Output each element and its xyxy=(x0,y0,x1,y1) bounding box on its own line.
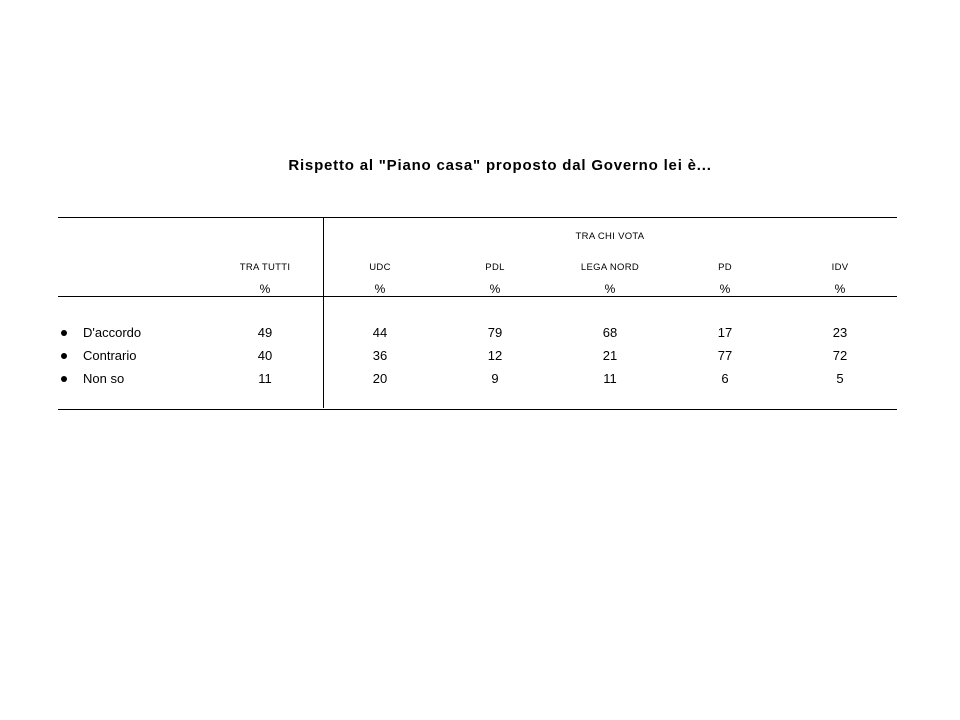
slide-title: Rispetto al "Piano casa" proposto dal Governo lei è... xyxy=(288,157,712,174)
table-cell: 77 xyxy=(717,348,733,363)
bullet-icon xyxy=(61,353,67,359)
column-header-pd: PD xyxy=(718,262,732,273)
column-header-lega-nord: LEGA NORD xyxy=(580,262,640,273)
column-header-pdl: PDL xyxy=(485,262,505,273)
table-top-rule xyxy=(58,217,897,218)
column-unit: % xyxy=(834,282,846,296)
table-cell: 11 xyxy=(603,371,617,386)
row-label: Contrario xyxy=(83,348,137,363)
table-cell: 23 xyxy=(832,325,848,340)
table-cell: 40 xyxy=(257,348,273,363)
column-unit: % xyxy=(604,282,616,296)
table-column-separator xyxy=(323,217,324,408)
table-cell: 12 xyxy=(487,348,503,363)
row-label: Non so xyxy=(83,371,125,386)
table-cell: 36 xyxy=(372,348,388,363)
table-bottom-rule xyxy=(58,409,897,410)
table-cell: 68 xyxy=(602,325,618,340)
table-cell: 17 xyxy=(717,325,733,340)
table-cell: 44 xyxy=(372,325,388,340)
table-cell: 9 xyxy=(491,371,499,386)
bullet-icon xyxy=(61,330,67,336)
table-cell: 79 xyxy=(487,325,503,340)
column-unit: % xyxy=(259,282,271,296)
group-header-tra-chi-vota: TRA CHI VOTA xyxy=(575,231,645,242)
column-unit: % xyxy=(719,282,731,296)
table-cell: 72 xyxy=(832,348,848,363)
table-cell: 11 xyxy=(258,371,272,386)
table-cell: 20 xyxy=(372,371,388,386)
table-cell: 5 xyxy=(836,371,844,386)
table-header-rule xyxy=(58,296,897,297)
column-unit: % xyxy=(374,282,386,296)
column-header-idv: IDV xyxy=(831,262,849,273)
column-header-tra-tutti: TRA TUTTI xyxy=(239,262,291,273)
row-label: D'accordo xyxy=(83,325,142,340)
table-cell: 21 xyxy=(602,348,618,363)
column-header-udc: UDC xyxy=(369,262,391,273)
column-unit: % xyxy=(489,282,501,296)
table-cell: 6 xyxy=(721,371,729,386)
bullet-icon xyxy=(61,376,67,382)
table-cell: 49 xyxy=(257,325,273,340)
